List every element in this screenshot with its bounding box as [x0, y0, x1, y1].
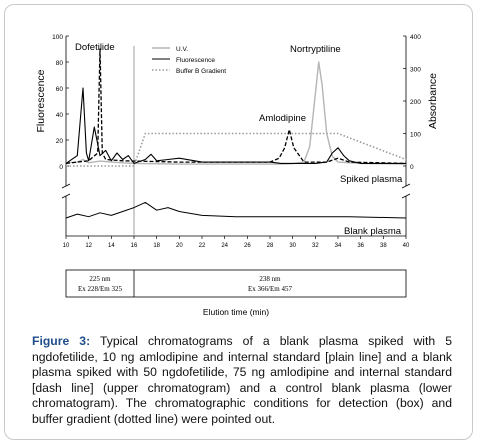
series-blank-plasma	[66, 202, 406, 218]
y-right-tick-label: 300	[410, 66, 421, 74]
detection-wavelength: 238 nm	[259, 275, 281, 283]
y-left-tick-label: 80	[55, 60, 63, 67]
figure-caption	[32, 334, 452, 428]
caption-label: Figure 3:	[32, 334, 91, 348]
series-layer	[66, 49, 406, 218]
x-axis-label: Elution time (min)	[202, 307, 270, 317]
x-tick-label: 32	[311, 243, 319, 249]
y-right-tick-label: 200	[410, 99, 421, 106]
x-tick-label: 20	[175, 243, 183, 249]
x-tick-label: 10	[62, 243, 70, 249]
legend-label: Fluorescence	[176, 57, 216, 64]
x-tick-label: 12	[85, 243, 93, 249]
x-tick-label: 18	[153, 243, 161, 249]
detection-ex-em: Ex 366/Em 457	[248, 285, 292, 293]
y-left-tick-label: 20	[55, 138, 63, 145]
x-tick-label: 26	[243, 243, 251, 249]
detection-ex-em: Ex 228/Em 325	[78, 285, 122, 293]
legend-label: Buffer B Gradient	[176, 68, 227, 75]
y-left-tick-label: 0	[59, 164, 63, 171]
x-tick-label: 14	[107, 243, 115, 249]
x-tick-label: 40	[402, 243, 410, 249]
annotation-nortryptiline: Nortryptiline	[290, 44, 341, 55]
x-tick-label: 38	[379, 243, 387, 249]
annotation-spiked-plasma: Spiked plasma	[340, 174, 403, 185]
y-right-tick-label: 400	[410, 34, 421, 41]
y-left-axis-label: Fluorescence	[35, 69, 47, 133]
y-left-tick-label: 100	[52, 34, 63, 41]
x-tick-label: 16	[130, 243, 138, 249]
x-tick-label: 34	[334, 243, 342, 249]
annotation-dofetilide: Dofetilide	[75, 42, 115, 53]
series-uv	[66, 62, 406, 164]
annotation-blank-plasma: Blank plasma	[344, 226, 402, 237]
y-left-tick-label: 40	[55, 112, 63, 119]
axes-layer	[62, 36, 410, 297]
x-tick-label: 22	[198, 243, 206, 249]
legend-label: U.V.	[176, 46, 189, 53]
y-left-tick-label: 60	[55, 86, 63, 93]
annotation-amlodipine: Amlodipine	[259, 113, 306, 124]
detection-wavelength: 225 nm	[89, 275, 111, 283]
caption-text: Typical chromatograms of a blank plasma spiked with 5 ngdofetilide, 10 ng amlodipine and internal standard [plain line] and a blank plasma spiked with 50 ngdofetilide, 75 ng amlodipine and internal standard [dash line] (upper chromatogram) and a control blank plasma (lower chromatogram). The chromatographic conditions for detection (box) and buffer gradient (dotted line) were pointed out.	[32, 334, 452, 426]
series-fluorescence	[66, 88, 406, 163]
x-tick-label: 28	[266, 243, 274, 249]
y-right-tick-label: 0	[410, 164, 414, 171]
x-tick-label: 24	[221, 243, 229, 249]
series-buffer-gradient	[66, 134, 406, 167]
x-tick-label: 36	[357, 243, 365, 249]
y-right-tick-label: 100	[410, 131, 421, 139]
x-tick-label: 30	[289, 243, 297, 249]
series-dashed-run	[66, 49, 406, 163]
y-right-axis-label: Absorbance	[427, 72, 439, 130]
